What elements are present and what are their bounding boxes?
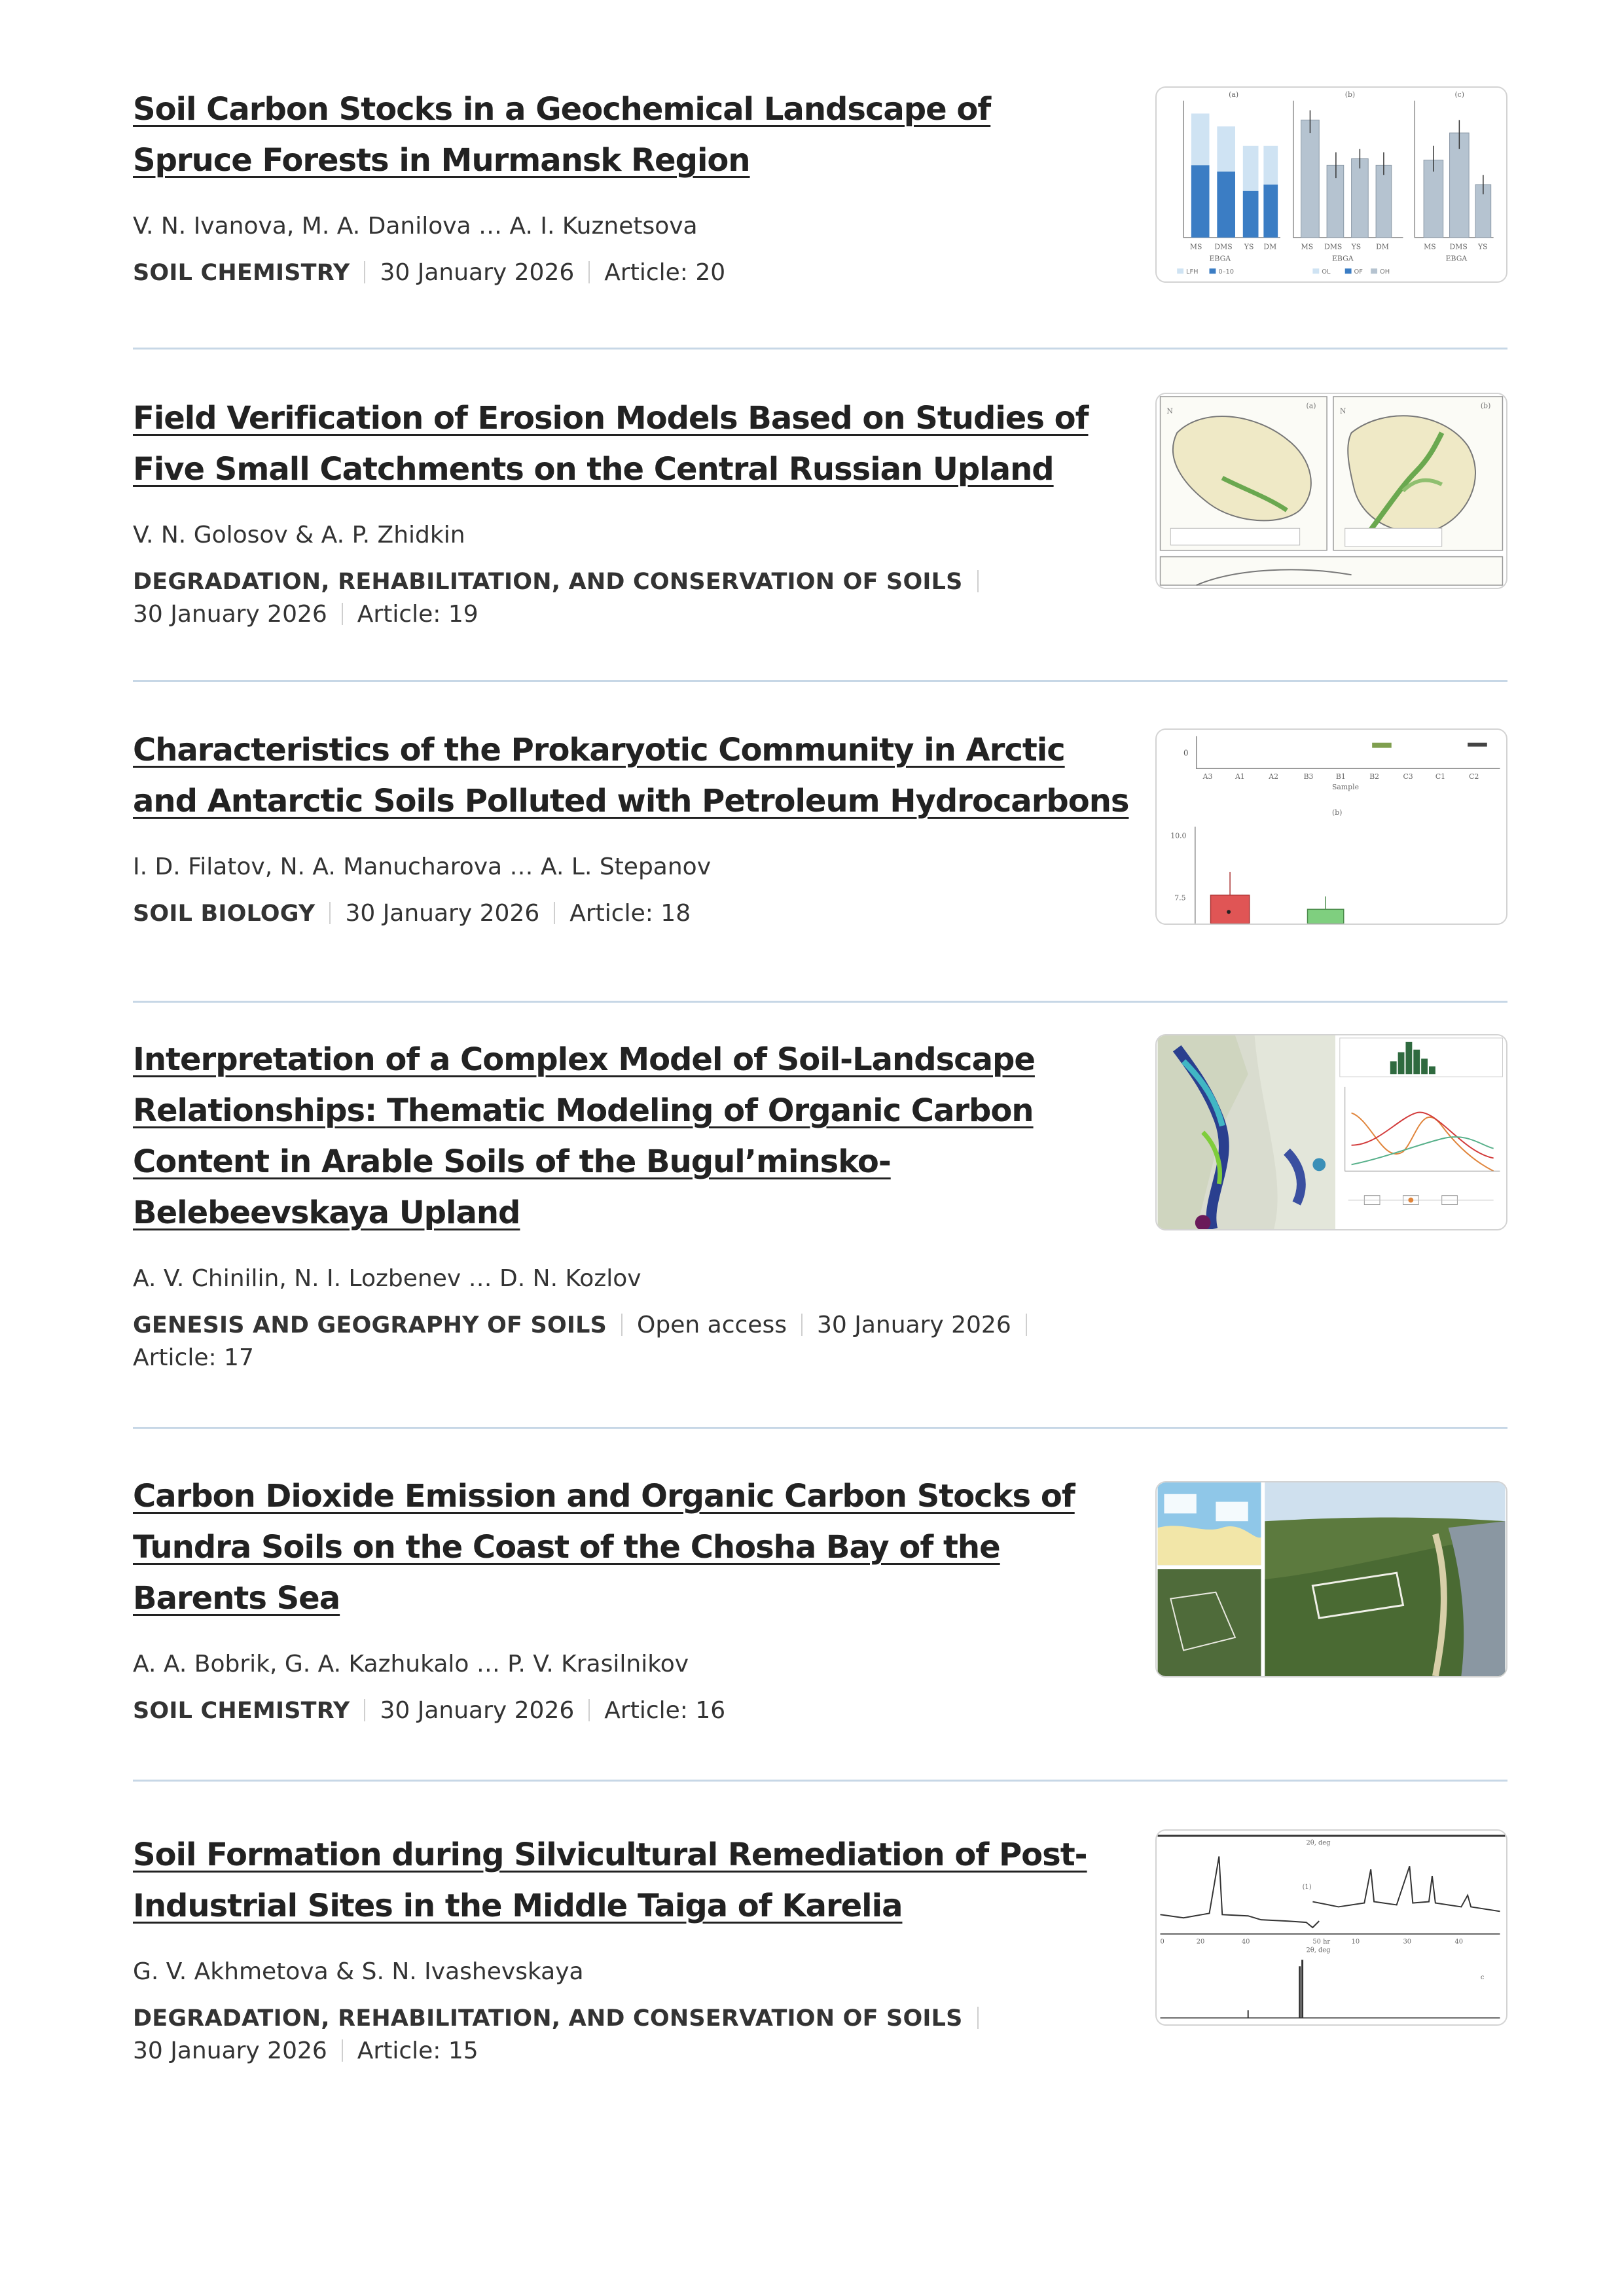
svg-text:YS: YS — [1244, 242, 1254, 251]
publication-date: 30 January 2026 — [133, 601, 327, 628]
svg-text:C3: C3 — [1403, 772, 1413, 781]
article-title-link[interactable]: Soil Formation during Silvicultural Remediation of Post-Industrial Sites in the Middle Taiga of Karelia — [133, 1837, 1087, 1924]
publication-date: 30 January 2026 — [380, 259, 575, 286]
svg-text:MS: MS — [1189, 242, 1202, 251]
article-body — [133, 84, 1134, 289]
svg-text:40: 40 — [1241, 1938, 1250, 1946]
svg-text:A3: A3 — [1202, 772, 1213, 781]
svg-text:(a): (a) — [1306, 401, 1316, 410]
article-authors: V. N. Ivanova, M. A. Danilova … A. I. Kuznetsova — [133, 213, 698, 240]
svg-text:OH: OH — [1380, 268, 1390, 276]
svg-text:50 hr: 50 hr — [1312, 1938, 1331, 1946]
svg-text:DM: DM — [1263, 242, 1277, 251]
svg-text:EBGA: EBGA — [1445, 254, 1468, 263]
svg-text:EBGA: EBGA — [1331, 254, 1354, 263]
article-thumbnail[interactable] — [1155, 86, 1507, 283]
divider — [133, 680, 1507, 682]
article-thumbnail[interactable] — [1155, 393, 1507, 589]
divider — [133, 1427, 1507, 1429]
article-title — [133, 725, 1134, 827]
article-body — [133, 1471, 1134, 1727]
svg-text:DM: DM — [1376, 242, 1389, 251]
svg-text:B2: B2 — [1369, 772, 1380, 781]
meta-separator — [621, 1314, 623, 1336]
svg-text:B1: B1 — [1335, 772, 1346, 781]
article-title-link[interactable]: Interpretation of a Complex Model of Soil-Landscape Relationships: Thematic Modeling of Organic Carbon Content in Arable Soils of the Bugul’minsko-Belebeevskaya Upland — [133, 1041, 1035, 1231]
meta-separator — [801, 1314, 803, 1336]
svg-text:OF: OF — [1354, 268, 1363, 276]
article-title-link[interactable]: Field Verification of Erosion Models Based on Studies of Five Small Catchments on the Central Russian Upland — [133, 400, 1089, 488]
article-thumbnail[interactable] — [1155, 728, 1507, 925]
article-title — [133, 84, 1069, 186]
journal-section: GENESIS AND GEOGRAPHY OF SOILS — [133, 1312, 607, 1338]
divider — [133, 1001, 1507, 1003]
svg-text:2θ, deg: 2θ, deg — [1306, 1839, 1331, 1847]
article-title-link[interactable]: Carbon Dioxide Emission and Organic Carbon Stocks of Tundra Soils on the Coast of the Chosha Bay of the Barents Sea — [133, 1478, 1075, 1617]
article-authors: A. V. Chinilin, N. I. Lozbenev … D. N. Kozlov — [133, 1265, 641, 1292]
access-badge: Open access — [637, 1312, 787, 1338]
journal-section: SOIL CHEMISTRY — [133, 260, 350, 286]
svg-text:30: 30 — [1403, 1938, 1412, 1946]
article-authors: I. D. Filatov, N. A. Manucharova … A. L. Stepanov — [133, 853, 712, 880]
journal-section: SOIL CHEMISTRY — [133, 1698, 350, 1724]
svg-text:A1: A1 — [1235, 772, 1245, 781]
meta-separator — [342, 2039, 343, 2062]
article-title — [133, 1034, 1134, 1238]
svg-text:10.0: 10.0 — [1170, 831, 1187, 840]
svg-text:0–10: 0–10 — [1218, 268, 1235, 276]
svg-text:(b): (b) — [1331, 808, 1343, 817]
svg-text:N: N — [1166, 406, 1173, 416]
article-meta — [133, 565, 1062, 631]
journal-section: DEGRADATION, REHABILITATION, AND CONSERVATION OF SOILS — [133, 569, 963, 595]
article-title — [133, 1471, 1115, 1624]
article-number: Article: 19 — [357, 601, 478, 628]
svg-text:DMS: DMS — [1214, 242, 1233, 251]
article-number: Article: 18 — [569, 900, 691, 927]
publication-date: 30 January 2026 — [380, 1697, 575, 1724]
svg-text:2θ, deg: 2θ, deg — [1306, 1946, 1331, 1954]
svg-text:DMS: DMS — [1449, 242, 1468, 251]
article-thumbnail[interactable] — [1155, 1829, 1507, 2026]
article-meta — [133, 2002, 1062, 2068]
article-title-link[interactable]: Soil Carbon Stocks in a Geochemical Landscape of Spruce Forests in Murmansk Region — [133, 91, 991, 179]
journal-section: SOIL BIOLOGY — [133, 901, 316, 927]
article-body — [133, 1034, 1134, 1374]
publication-date: 30 January 2026 — [133, 2037, 327, 2064]
svg-text:EBGA: EBGA — [1209, 254, 1231, 263]
svg-text:MS: MS — [1301, 242, 1314, 251]
divider — [133, 348, 1507, 350]
article-thumbnail[interactable] — [1155, 1034, 1507, 1230]
article-authors: V. N. Golosov & A. P. Zhidkin — [133, 522, 465, 548]
svg-text:40: 40 — [1454, 1938, 1464, 1946]
article-meta — [133, 897, 1134, 930]
article-meta — [133, 257, 1134, 289]
svg-text:B3: B3 — [1303, 772, 1314, 781]
article-meta — [133, 1695, 1134, 1727]
article-authors: A. A. Bobrik, G. A. Kazhukalo … P. V. Krasilnikov — [133, 1651, 689, 1677]
svg-text:(c): (c) — [1454, 90, 1465, 99]
svg-text:0: 0 — [1183, 748, 1189, 758]
svg-text:C2: C2 — [1469, 772, 1479, 781]
meta-separator — [977, 2007, 979, 2029]
meta-separator — [977, 570, 979, 592]
article-number: Article: 15 — [357, 2037, 478, 2064]
svg-text:10: 10 — [1351, 1938, 1360, 1946]
boxplot-figure-icon — [1157, 730, 1506, 924]
publication-date: 30 January 2026 — [345, 900, 540, 927]
svg-text:Sample: Sample — [1331, 782, 1360, 791]
divider — [133, 1780, 1507, 1782]
article-number: Article: 17 — [133, 1344, 254, 1371]
svg-text:(a): (a) — [1229, 90, 1239, 99]
article-number: Article: 20 — [604, 259, 726, 286]
meta-separator — [364, 261, 365, 283]
article-title — [133, 1829, 1089, 1931]
svg-text:LFH: LFH — [1186, 268, 1199, 276]
svg-text:N: N — [1339, 406, 1346, 416]
soil-map-figure-icon — [1157, 1035, 1506, 1229]
diffractogram-figure-icon — [1157, 1831, 1506, 2024]
svg-text:C1: C1 — [1435, 772, 1446, 781]
meta-separator — [1026, 1314, 1027, 1336]
article-body — [133, 393, 1134, 631]
meta-separator — [588, 261, 590, 283]
svg-text:A2: A2 — [1269, 772, 1279, 781]
journal-section: DEGRADATION, REHABILITATION, AND CONSERVATION OF SOILS — [133, 2005, 963, 2032]
article-body — [133, 725, 1134, 930]
article-thumbnail[interactable] — [1155, 1481, 1507, 1677]
article-body — [133, 1829, 1134, 2068]
svg-text:(1): (1) — [1302, 1883, 1312, 1891]
meta-separator — [342, 603, 343, 625]
svg-text:c: c — [1480, 1973, 1485, 1981]
svg-text:7.5: 7.5 — [1174, 893, 1186, 903]
aerial-photo-figure-icon — [1157, 1482, 1506, 1676]
article-meta — [133, 1309, 1062, 1374]
svg-text:(b): (b) — [1344, 90, 1356, 99]
svg-text:DMS: DMS — [1324, 242, 1343, 251]
meta-separator — [364, 1699, 365, 1721]
meta-separator — [329, 902, 331, 924]
meta-separator — [554, 902, 555, 924]
svg-text:YS: YS — [1351, 242, 1362, 251]
publication-date: 30 January 2026 — [816, 1312, 1011, 1338]
svg-text:20: 20 — [1196, 1938, 1205, 1946]
catchment-map-figure-icon — [1157, 394, 1506, 588]
svg-text:OL: OL — [1322, 268, 1331, 276]
article-number: Article: 16 — [604, 1697, 726, 1724]
svg-text:(b): (b) — [1480, 401, 1491, 410]
article-authors: G. V. Akhmetova & S. N. Ivashevskaya — [133, 1958, 584, 1985]
bar-chart-figure-icon — [1157, 88, 1506, 281]
article-title-link[interactable]: Characteristics of the Prokaryotic Community in Arctic and Antarctic Soils Polluted with Petroleum Hydrocarbons — [133, 732, 1129, 819]
article-title — [133, 393, 1134, 495]
svg-text:MS: MS — [1424, 242, 1436, 251]
meta-separator — [588, 1699, 590, 1721]
svg-text:YS: YS — [1477, 242, 1488, 251]
svg-text:0: 0 — [1160, 1938, 1164, 1946]
